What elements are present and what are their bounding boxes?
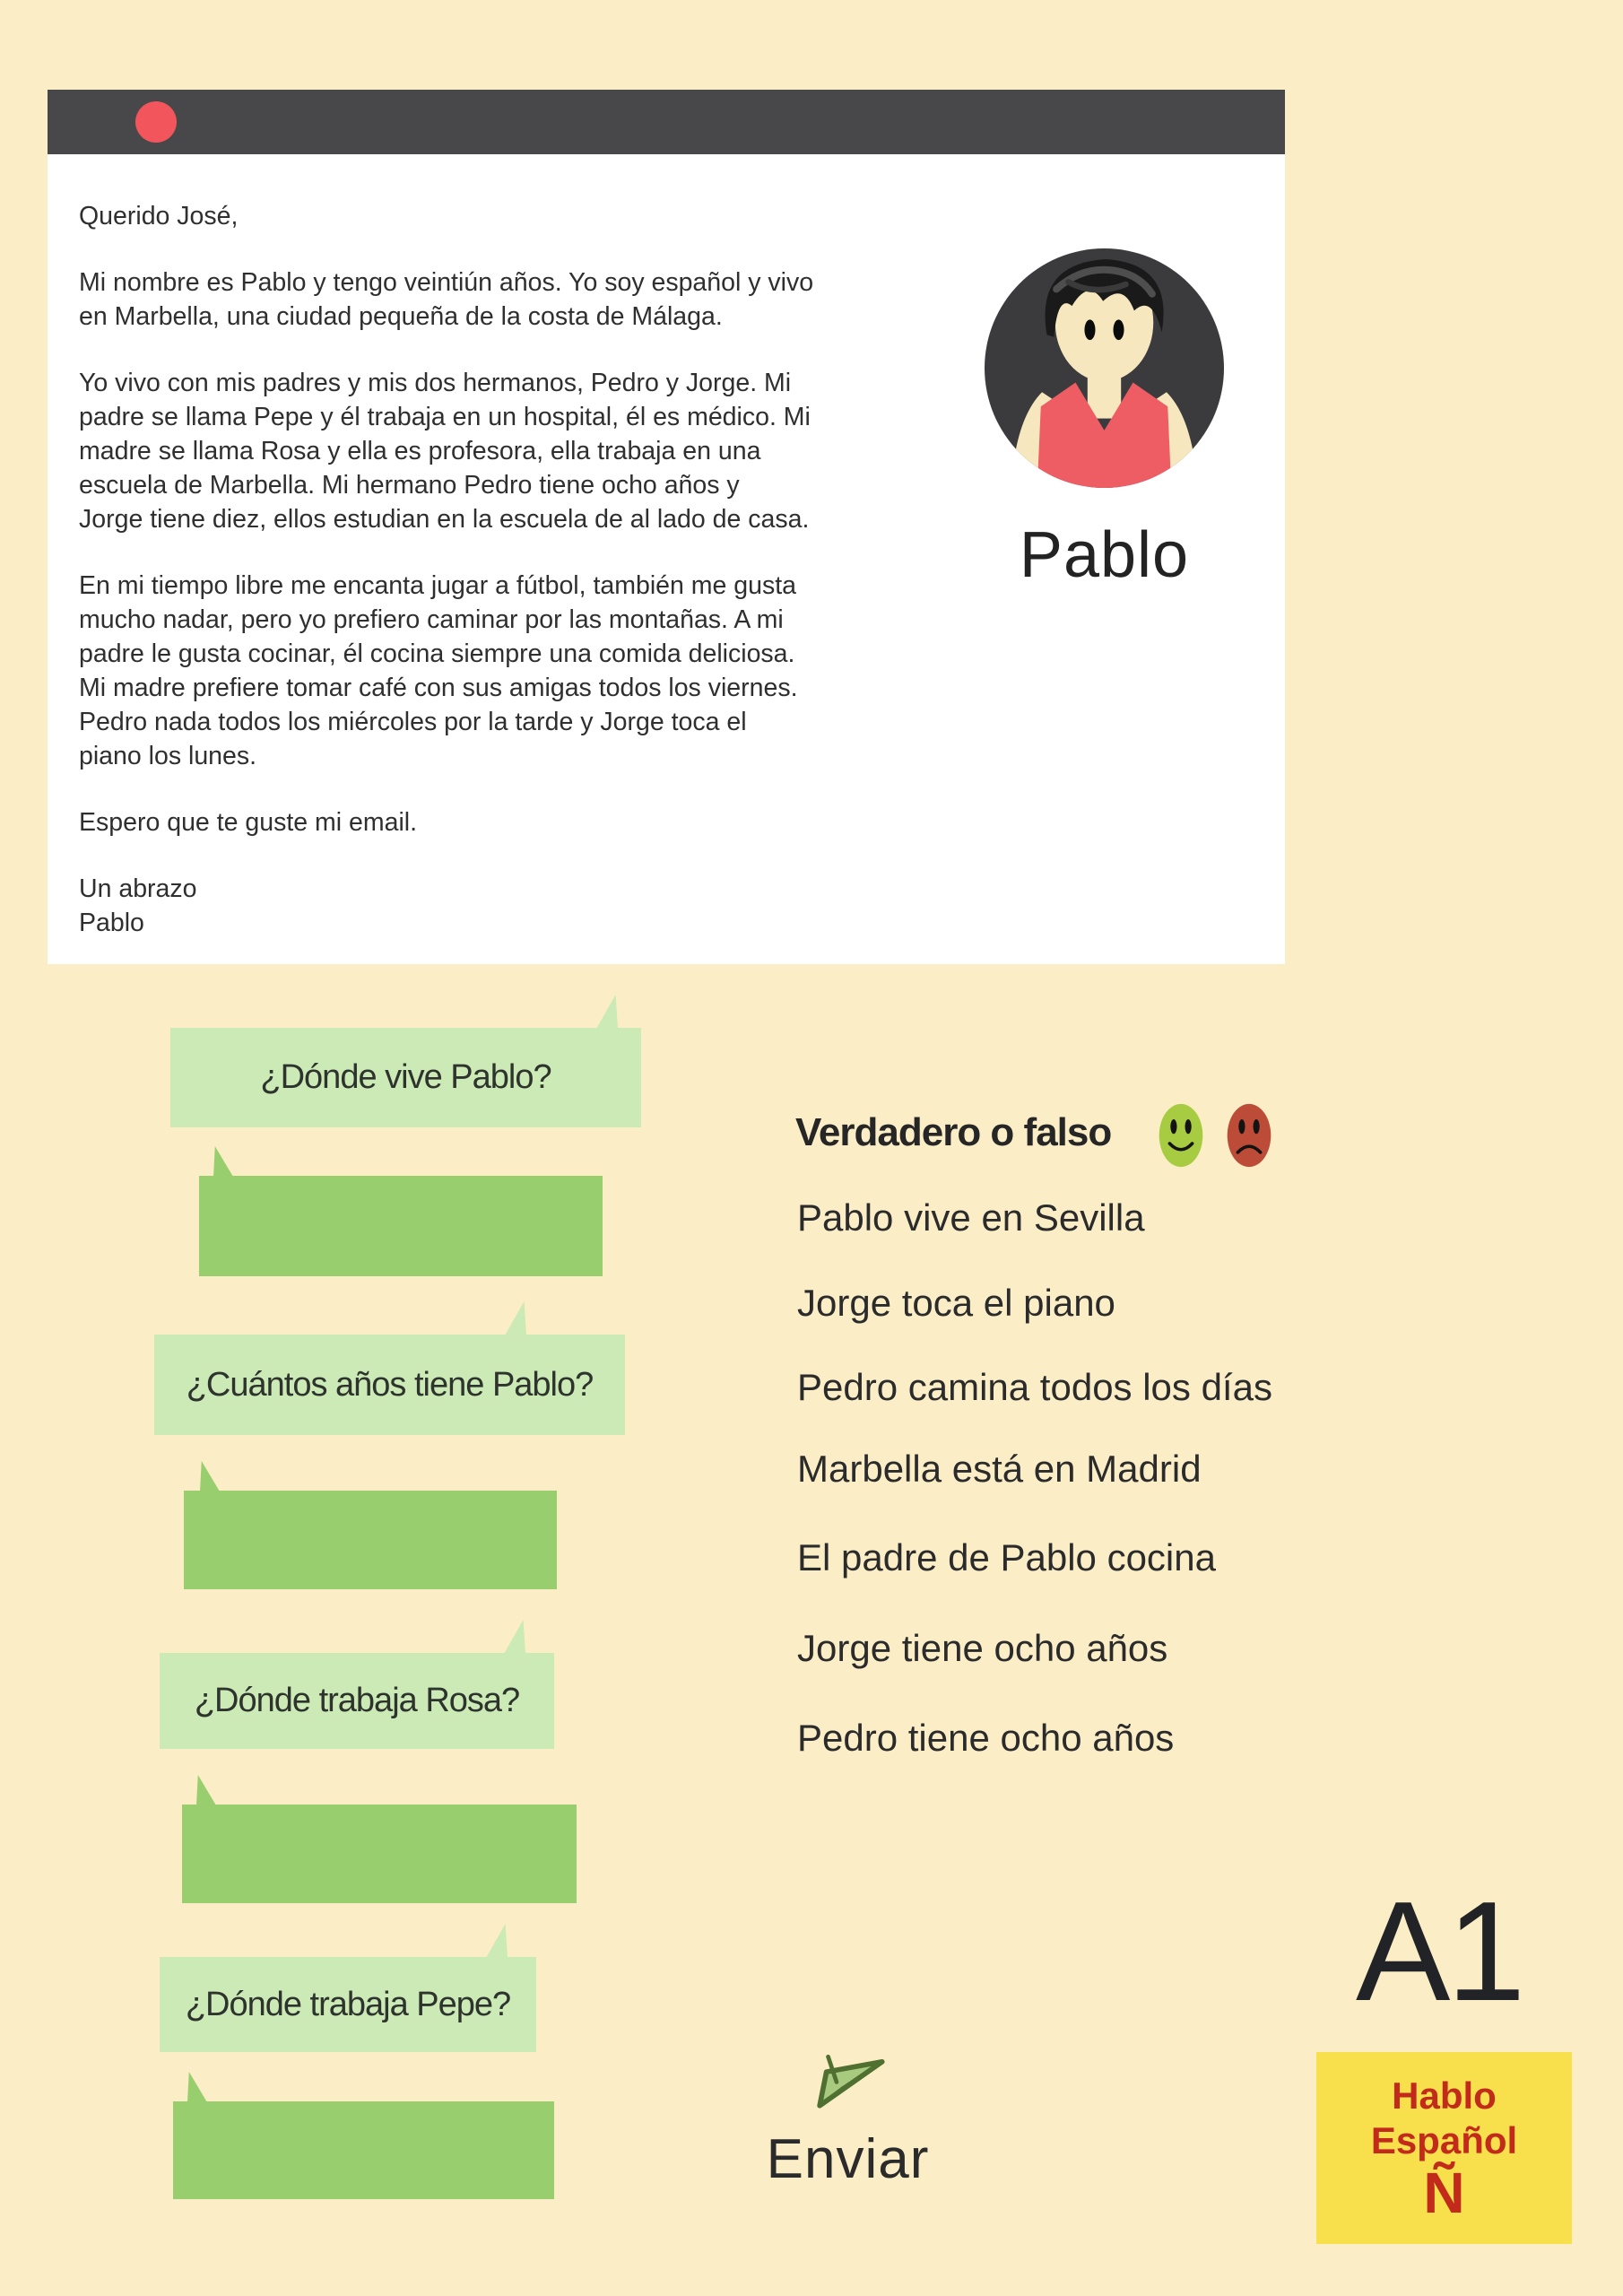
email-text-line: Espero que te guste mi email. <box>79 808 418 837</box>
tf-statement: Pedro tiene ocho años <box>797 1717 1175 1759</box>
tf-statement: Pedro camina todos los días <box>797 1366 1272 1408</box>
bubble-tail-icon <box>596 995 618 1029</box>
question-text: ¿Dónde vive Pablo? <box>260 1058 551 1096</box>
email-paragraph <box>79 265 976 334</box>
email-text-line: Querido José, <box>79 202 239 230</box>
tf-statement: Marbella está en Madrid <box>797 1448 1202 1490</box>
email-text-line: Jorge tiene diez, ellos estudian en la escuela de al lado de casa. <box>79 505 810 534</box>
email-paragraph <box>79 366 976 536</box>
question-bubble-1 <box>170 1028 641 1127</box>
bubble-tail-icon <box>187 2072 207 2102</box>
email-text-line: piano los lunes. <box>79 742 257 770</box>
answer-box-3[interactable] <box>182 1805 577 1903</box>
answer-box-1[interactable] <box>199 1176 603 1276</box>
avatar <box>985 248 1224 488</box>
tf-statement: El padre de Pablo cocina <box>797 1536 1216 1578</box>
question-bubble-4 <box>160 1957 536 2052</box>
email-text-line: Yo vivo con mis padres y mis dos hermanos, Pedro y Jorge. Mi <box>79 369 792 397</box>
email-text-line: Pablo <box>79 909 144 937</box>
email-text-line: escuela de Marbella. Mi hermano Pedro tiene ocho años y <box>79 471 740 500</box>
email-text-line: Pedro nada todos los miércoles por la tarde y Jorge toca el <box>79 708 747 736</box>
email-letter <box>79 199 976 972</box>
answer-box-2[interactable] <box>184 1491 557 1589</box>
email-text-line: mucho nadar, pero yo prefiero caminar por las montañas. A mi <box>79 605 784 634</box>
tf-statement: Pablo vive en Sevilla <box>797 1196 1145 1239</box>
email-paragraph <box>79 805 976 839</box>
tf-statement: Jorge tiene ocho años <box>797 1627 1168 1669</box>
answer-box-4[interactable] <box>173 2101 554 2199</box>
smiley-face-icon[interactable] <box>1157 1100 1205 1170</box>
bubble-tail-icon <box>504 1620 525 1654</box>
logo-enye: Ñ <box>1423 2161 1465 2225</box>
tf-statement: Jorge toca el piano <box>797 1282 1115 1324</box>
frowny-face-icon[interactable] <box>1225 1100 1273 1170</box>
bubble-tail-icon <box>213 1146 233 1177</box>
question-text: ¿Dónde trabaja Rosa? <box>194 1682 520 1719</box>
bubble-tail-icon <box>486 1924 508 1958</box>
email-paragraph <box>79 199 976 233</box>
window-control-dot-icon <box>135 101 177 143</box>
email-text-line: Mi nombre es Pablo y tengo veintiún años. Yo soy español y vivo <box>79 268 814 297</box>
logo-word-2: Español <box>1370 2119 1518 2161</box>
email-paragraph <box>79 569 976 773</box>
bubble-tail-icon <box>505 1301 526 1335</box>
email-text-line: en Marbella, una ciudad pequeña de la costa de Málaga. <box>79 302 723 331</box>
paper-plane-icon <box>807 2045 893 2117</box>
email-window-titlebar <box>48 90 1285 154</box>
email-text-line: Un abrazo <box>79 874 197 903</box>
bubble-tail-icon <box>196 1775 216 1805</box>
send-button-label: Enviar <box>766 2128 930 2190</box>
level-badge: A1 <box>1356 1873 1523 2031</box>
email-paragraph <box>79 872 976 940</box>
email-text-line: padre le gusta cocinar, él cocina siempre una comida deliciosa. <box>79 639 795 668</box>
avatar-name: Pablo <box>1019 519 1190 591</box>
email-text-line: En mi tiempo libre me encanta jugar a fútbol, también me gusta <box>79 571 797 600</box>
email-text-line: Mi madre prefiere tomar café con sus amigas todos los viernes. <box>79 674 798 702</box>
email-window <box>48 90 1285 964</box>
question-bubble-3 <box>160 1653 554 1749</box>
email-text-line: padre se llama Pepe y él trabaja en un hospital, él es médico. Mi <box>79 403 811 431</box>
question-text: ¿Cuántos años tiene Pablo? <box>186 1365 594 1404</box>
logo-word-1: Hablo <box>1392 2074 1497 2117</box>
question-text: ¿Dónde trabaja Pepe? <box>185 1985 511 2023</box>
hablo-espanol-logo <box>1316 2052 1572 2244</box>
email-text-line: madre se llama Rosa y ella es profesora, ella trabaja en una <box>79 437 761 465</box>
bubble-tail-icon <box>200 1461 220 1492</box>
question-bubble-2 <box>154 1335 625 1435</box>
true-false-title: Verdadero o falso <box>795 1110 1112 1154</box>
send-button[interactable] <box>751 2038 944 2199</box>
